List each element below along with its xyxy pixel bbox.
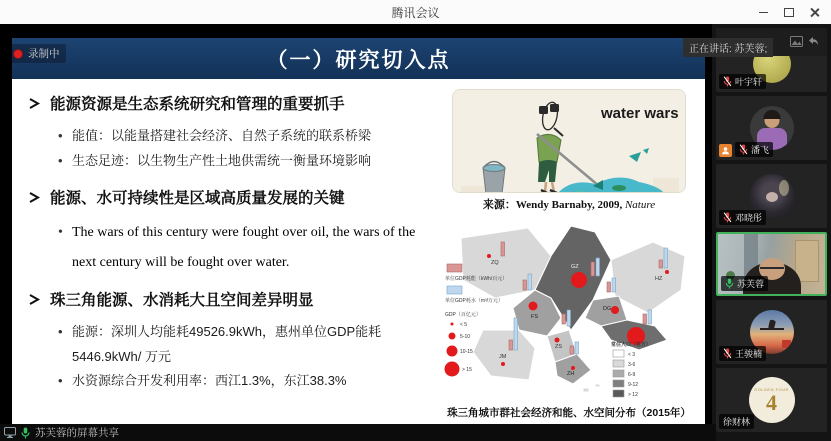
participant-tile[interactable] — [716, 164, 827, 228]
bullet-arrow-icon — [28, 97, 41, 110]
legend-gdp-size: 10-15 — [460, 349, 473, 355]
recording-dot-icon — [13, 49, 23, 59]
mic-muted-icon — [723, 76, 732, 87]
mic-on-icon — [21, 427, 30, 439]
mic-muted-icon — [723, 348, 732, 359]
maximize-button[interactable] — [783, 6, 795, 18]
city-label: ZQ — [491, 260, 499, 266]
section-heading: 能源资源是生态系统研究和管理的重要抓手 — [50, 96, 345, 113]
water-wars-caption — [483, 196, 655, 212]
legend-pop-bin: 3-6 — [628, 362, 636, 368]
shared-screen-area — [0, 24, 712, 441]
host-badge-icon — [719, 144, 732, 157]
minimize-button[interactable] — [757, 6, 769, 18]
legend-pop-bin: > 12 — [628, 392, 638, 398]
speaking-indicator: 正在讲话: 苏芙蓉; — [683, 38, 773, 57]
avatar — [749, 377, 795, 423]
city-label: JM — [499, 354, 507, 360]
caption-source: Nature — [624, 199, 656, 211]
legend-pop-bin: 6-9 — [628, 372, 636, 378]
city-label: ZH — [567, 371, 575, 377]
legend-gdp-size: > 15 — [462, 367, 472, 373]
screen-share-bar — [0, 424, 716, 441]
legend-pop-bin: 9-12 — [628, 382, 639, 388]
bucket-illustration — [483, 162, 505, 194]
mic-muted-icon — [739, 144, 748, 155]
legend-pop-title: 常住人口（百万） — [611, 342, 652, 348]
avatar-number: 4 — [766, 389, 777, 415]
window-titlebar — [0, 0, 831, 25]
city-label: FS — [531, 314, 539, 320]
slide-bullet: • 水资源综合开发利用率：西江1.3%，东江38.3% — [58, 369, 431, 394]
caption-text: 来源：Wendy Barnaby, 2009, — [482, 199, 625, 211]
image-icon[interactable] — [790, 36, 803, 47]
water-wars-title: water wars — [601, 105, 679, 122]
slide-title: （一）研究切入点 — [266, 48, 451, 72]
close-button[interactable] — [809, 6, 821, 18]
presentation-slide — [12, 38, 705, 424]
mic-on-icon — [725, 278, 734, 289]
recording-label: 录制中 — [28, 48, 60, 60]
slide-section — [28, 95, 431, 173]
participant-name: 徐财林 — [723, 417, 751, 427]
avatar-brand-text: GOLDEN FOUR — [754, 386, 789, 392]
screen-share-icon — [4, 427, 16, 438]
mic-muted-icon — [723, 212, 732, 223]
slide-title-banner — [12, 38, 705, 79]
participant-tile-active-speaker[interactable] — [716, 232, 827, 296]
participant-name: 苏芙蓉 — [737, 279, 765, 289]
slide-bullet: • 能值：以能量搭建社会经济、自然子系统的联系桥梁 — [58, 124, 431, 149]
city-label: GZ — [571, 264, 579, 270]
slide-figure-column — [431, 87, 699, 420]
participant-name: 潘飞 — [751, 145, 770, 155]
water-wars-figure — [452, 89, 686, 193]
bullet-arrow-icon — [28, 191, 41, 204]
maximize-icon — [784, 8, 794, 17]
slide-section — [28, 189, 431, 277]
prd-map-figure — [443, 218, 695, 420]
participants-sidebar — [712, 24, 831, 441]
slide-bullet: • 生态足迹：以生物生产性土地供需统一衡量环境影响 — [58, 149, 431, 174]
section-heading: 珠三角能源、水消耗大且空间差异明显 — [50, 292, 314, 309]
window-title: 腾讯会议 — [391, 5, 440, 20]
screen-share-label: 苏芙蓉的屏幕共享 — [35, 427, 119, 439]
section-heading: 能源、水可持续性是区域高质量发展的关键 — [50, 190, 345, 208]
legend-water-label: 单位GDP耗水（m³/万元） — [445, 298, 504, 304]
participant-name: 邓晓彤 — [735, 213, 763, 223]
bullet-arrow-icon — [28, 293, 41, 306]
minimize-icon — [759, 12, 768, 13]
legend-energy-label: 单位GDP耗能（kWh/百元） — [445, 276, 508, 282]
city-label: DG — [603, 306, 612, 312]
slide-bullet: • The wars of this century were fought over oil, the wars of the next century will be fought over water. — [58, 218, 431, 277]
city-label: HZ — [655, 276, 663, 282]
legend-gdp-title: GDP（百亿元） — [445, 312, 481, 318]
participant-name: 叶宇轩 — [735, 77, 763, 87]
participant-tile[interactable] — [716, 300, 827, 364]
legend-gdp-size: 5-10 — [460, 334, 471, 340]
recording-indicator — [10, 44, 66, 63]
participant-tile[interactable] — [716, 96, 827, 160]
city-label: ZS — [555, 344, 563, 350]
reply-arrow-icon[interactable] — [807, 36, 819, 47]
close-icon — [810, 7, 820, 17]
legend-gdp-size: < 5 — [460, 322, 468, 328]
participant-tile[interactable] — [716, 368, 827, 432]
slide-text-column — [28, 87, 431, 420]
slide-bullet: • 能源：深圳人均能耗49526.9kWh，惠州单位GDP能耗5446.9kWh/ 万元 — [58, 320, 431, 369]
map-caption: 珠三角城市群社会经济和能、水空间分布（2015年） — [447, 407, 691, 419]
slide-section — [28, 291, 431, 394]
meeting-main — [0, 24, 831, 441]
participant-name: 王骏楠 — [735, 349, 763, 359]
legend-pop-bin: < 3 — [628, 352, 636, 358]
